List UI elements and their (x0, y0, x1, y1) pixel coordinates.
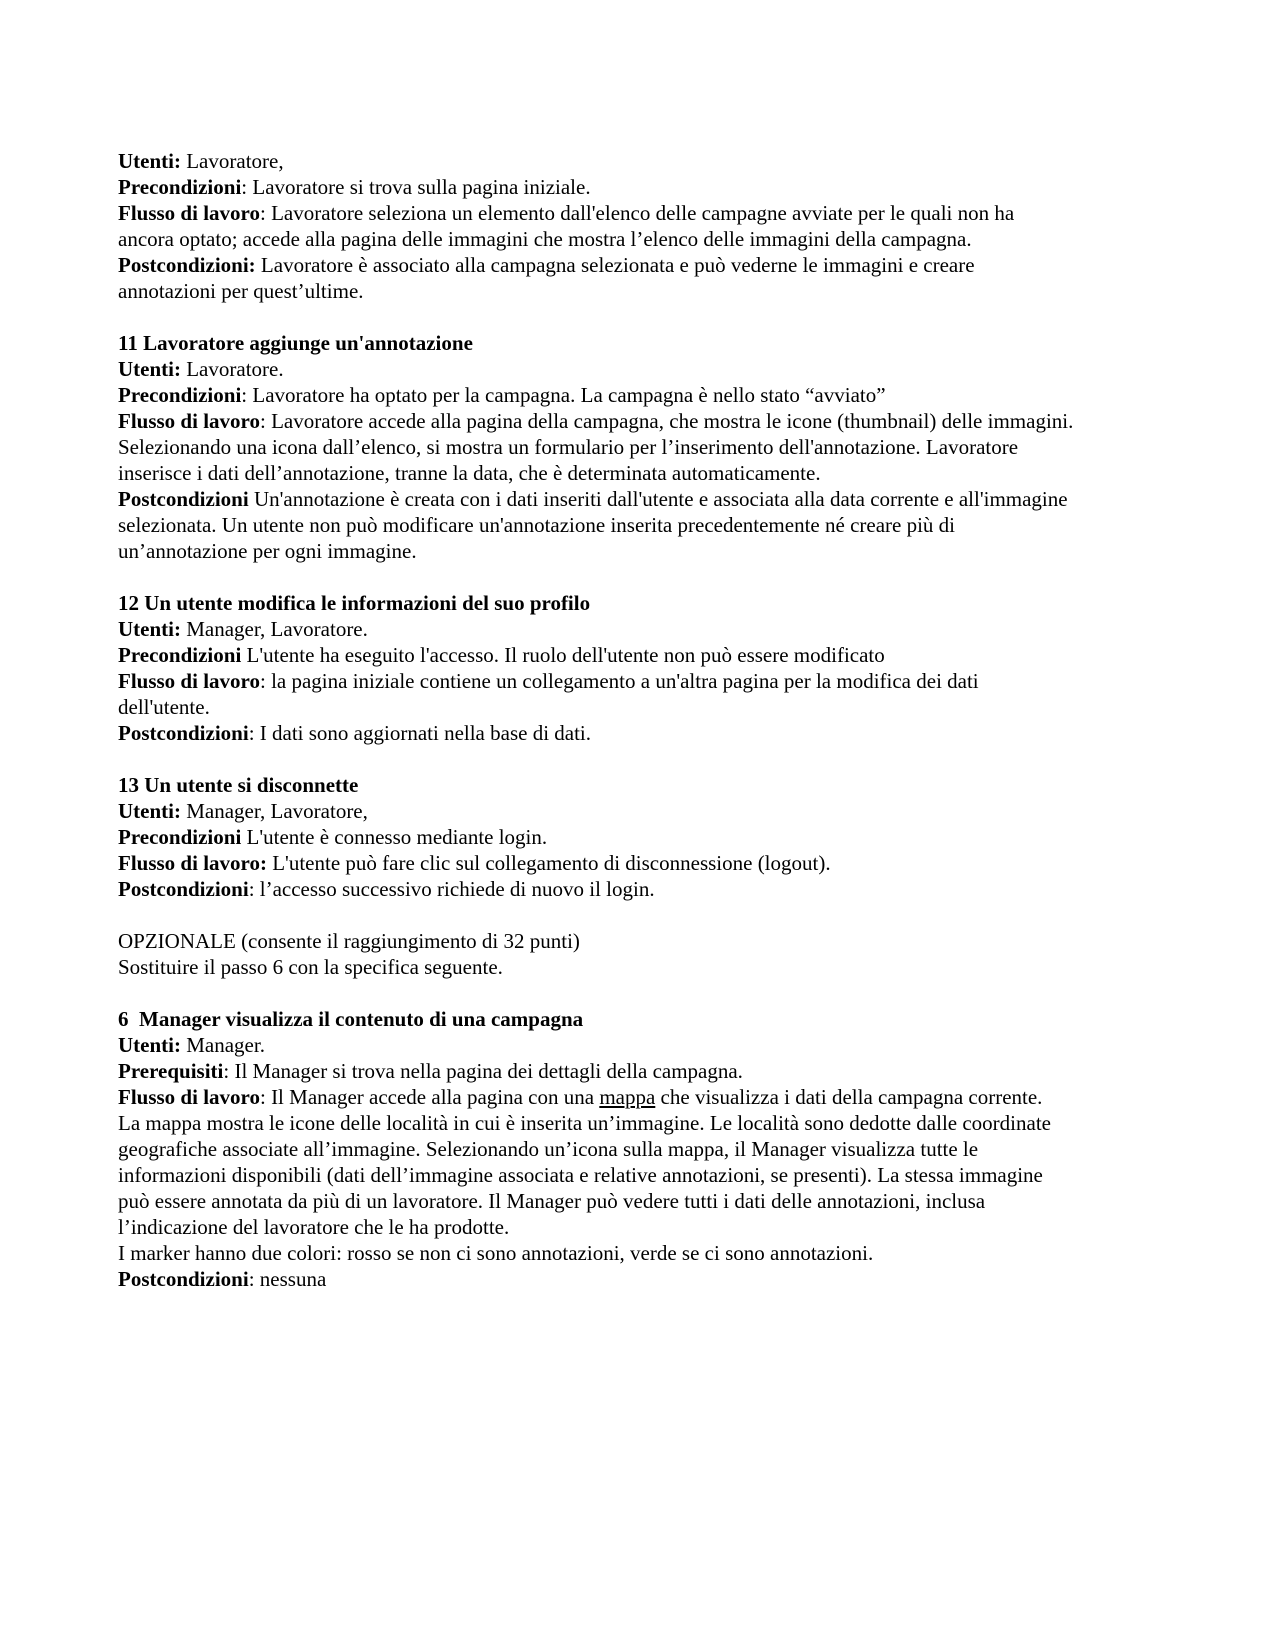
text: Manager, Lavoratore, (180, 799, 368, 823)
mappa-link: mappa (599, 1085, 656, 1109)
label-flusso: Flusso di lavoro (118, 201, 260, 225)
text: Lavoratore, (180, 149, 284, 173)
label-postcondizioni: Postcondizioni (118, 1267, 249, 1291)
section-12-title (118, 590, 1178, 616)
label-postcondizioni: Postcondizioni (118, 877, 249, 901)
section-6-title (118, 1006, 1178, 1032)
s13-postcondizioni (118, 876, 1178, 902)
label-precondizioni: Precondizioni (118, 175, 242, 199)
s6-flusso-cont: informazioni disponibili (dati dell’immagine associata e relative annotazioni, se presenti). La stessa immagine (118, 1163, 1043, 1187)
text: Un'annotazione è creata con i dati inseriti dall'utente e associata alla data corrente e all'immagine (248, 487, 1068, 511)
text: : I dati sono aggiornati nella base di dati. (248, 721, 592, 745)
s12-flusso-cont: dell'utente. (118, 695, 210, 719)
s11-flusso (118, 408, 1178, 434)
s11-postcondizioni-cont: un’annotazione per ogni immagine. (118, 539, 417, 563)
label-postcondizioni: Postcondizioni (118, 721, 249, 745)
label-utenti: Utenti: (118, 1033, 181, 1057)
text: : Lavoratore accede alla pagina della campagna, che mostra le icone (thumbnail) delle immagini. (259, 409, 1074, 433)
text: Manager, Lavoratore. (180, 617, 368, 641)
s11-postcondizioni (118, 486, 1178, 512)
intro-flusso (118, 200, 1178, 226)
label-precondizioni: Precondizioni (118, 383, 242, 407)
section-11-title (118, 330, 1178, 356)
s6-flusso (118, 1084, 1178, 1110)
s12-precondizioni (118, 642, 1178, 668)
text: Lavoratore. (180, 357, 284, 381)
document-body (118, 148, 1178, 1292)
label-flusso: Flusso di lavoro (118, 409, 260, 433)
label-precondizioni: Precondizioni (118, 825, 242, 849)
label-flusso: Flusso di lavoro (118, 669, 260, 693)
section-13-title (118, 772, 1178, 798)
s13-flusso (118, 850, 1178, 876)
s6-utenti (118, 1032, 1178, 1058)
title-text: 13 Un utente si disconnette (118, 773, 359, 797)
s11-utenti (118, 356, 1178, 382)
text: : Lavoratore si trova sulla pagina iniziale. (241, 175, 591, 199)
intro-postcondizioni-cont: annotazioni per quest’ultime. (118, 279, 364, 303)
s11-flusso-cont: Selezionando una icona dall’elenco, si mostra un formulario per l’inserimento dell'annotazione. Lavoratore (118, 435, 1019, 459)
s12-flusso (118, 668, 1178, 694)
label-utenti: Utenti: (118, 149, 181, 173)
label-flusso: Flusso di lavoro: (118, 851, 267, 875)
label-precondizioni: Precondizioni (118, 643, 242, 667)
s11-postcondizioni-cont: selezionata. Un utente non può modificare un'annotazione inserita precedentemente né creare più di (118, 513, 956, 537)
s6-flusso-cont: La mappa mostra le icone delle località in cui è inserita un’immagine. Le località sono dedotte dalle coordinate (118, 1111, 1051, 1135)
s6-flusso-cont: può essere annotata da più di un lavoratore. Il Manager può vedere tutti i dati delle annotazioni, inclusa (118, 1189, 986, 1213)
s11-precondizioni (118, 382, 1178, 408)
label-utenti: Utenti: (118, 357, 181, 381)
s11-flusso-cont: inserisce i dati dell’annotazione, tranne la data, che è determinata automaticamente. (118, 461, 821, 485)
s6-prerequisiti (118, 1058, 1178, 1084)
title-text: 6 Manager visualizza il contenuto di una campagna (118, 1007, 584, 1031)
s12-postcondizioni (118, 720, 1178, 746)
spacer (118, 902, 1178, 928)
label-prerequisiti: Prerequisiti (118, 1059, 224, 1083)
intro-utenti (118, 148, 1178, 174)
s6-flusso-cont: geografiche associate all’immagine. Selezionando un’icona sulla mappa, il Manager visualizza tutte le (118, 1137, 979, 1161)
s12-utenti (118, 616, 1178, 642)
s6-flusso-cont: l’indicazione del lavoratore che le ha prodotte. (118, 1215, 510, 1239)
optional-instruction: Sostituire il passo 6 con la specifica seguente. (118, 955, 503, 979)
text: L'utente può fare clic sul collegamento di disconnessione (logout). (266, 851, 831, 875)
text: Lavoratore è associato alla campagna selezionata e può vederne le immagini e creare (255, 253, 975, 277)
label-postcondizioni: Postcondizioni: (118, 253, 256, 277)
text: : la pagina iniziale contiene un collegamento a un'altra pagina per la modifica dei dati (259, 669, 979, 693)
intro-flusso-cont: ancora optato; accede alla pagina delle immagini che mostra l’elenco delle immagini della campagna. (118, 227, 972, 251)
label-utenti: Utenti: (118, 617, 181, 641)
text: : l’accesso successivo richiede di nuovo il login. (248, 877, 655, 901)
s6-postcondizioni (118, 1266, 1178, 1292)
text: : nessuna (248, 1267, 327, 1291)
text: L'utente è connesso mediante login. (241, 825, 548, 849)
text: : Il Manager si trova nella pagina dei dettagli della campagna. (223, 1059, 743, 1083)
title-text: 12 Un utente modifica le informazioni del suo profilo (118, 591, 591, 615)
text: : Lavoratore ha optato per la campagna. La campagna è nello stato “avviato” (241, 383, 886, 407)
text: : Lavoratore seleziona un elemento dall'elenco delle campagne avviate per le quali non ha (259, 201, 1015, 225)
text: che visualizza i dati della campagna corrente. (655, 1085, 1043, 1109)
spacer (118, 980, 1178, 1006)
label-flusso: Flusso di lavoro (118, 1085, 260, 1109)
spacer (118, 564, 1178, 590)
text: L'utente ha eseguito l'accesso. Il ruolo dell'utente non può essere modificato (241, 643, 885, 667)
spacer (118, 304, 1178, 330)
text: : Il Manager accede alla pagina con una (259, 1085, 600, 1109)
s13-precondizioni (118, 824, 1178, 850)
spacer (118, 746, 1178, 772)
intro-postcondizioni (118, 252, 1178, 278)
s13-utenti (118, 798, 1178, 824)
optional-note: OPZIONALE (consente il raggiungimento di 32 punti) (118, 929, 580, 953)
label-utenti: Utenti: (118, 799, 181, 823)
intro-precondizioni (118, 174, 1178, 200)
title-text: 11 Lavoratore aggiunge un'annotazione (118, 331, 473, 355)
label-postcondizioni: Postcondizioni (118, 487, 249, 511)
text: Manager. (180, 1033, 265, 1057)
s6-markers-note: I marker hanno due colori: rosso se non ci sono annotazioni, verde se ci sono annotazioni. (118, 1241, 874, 1265)
